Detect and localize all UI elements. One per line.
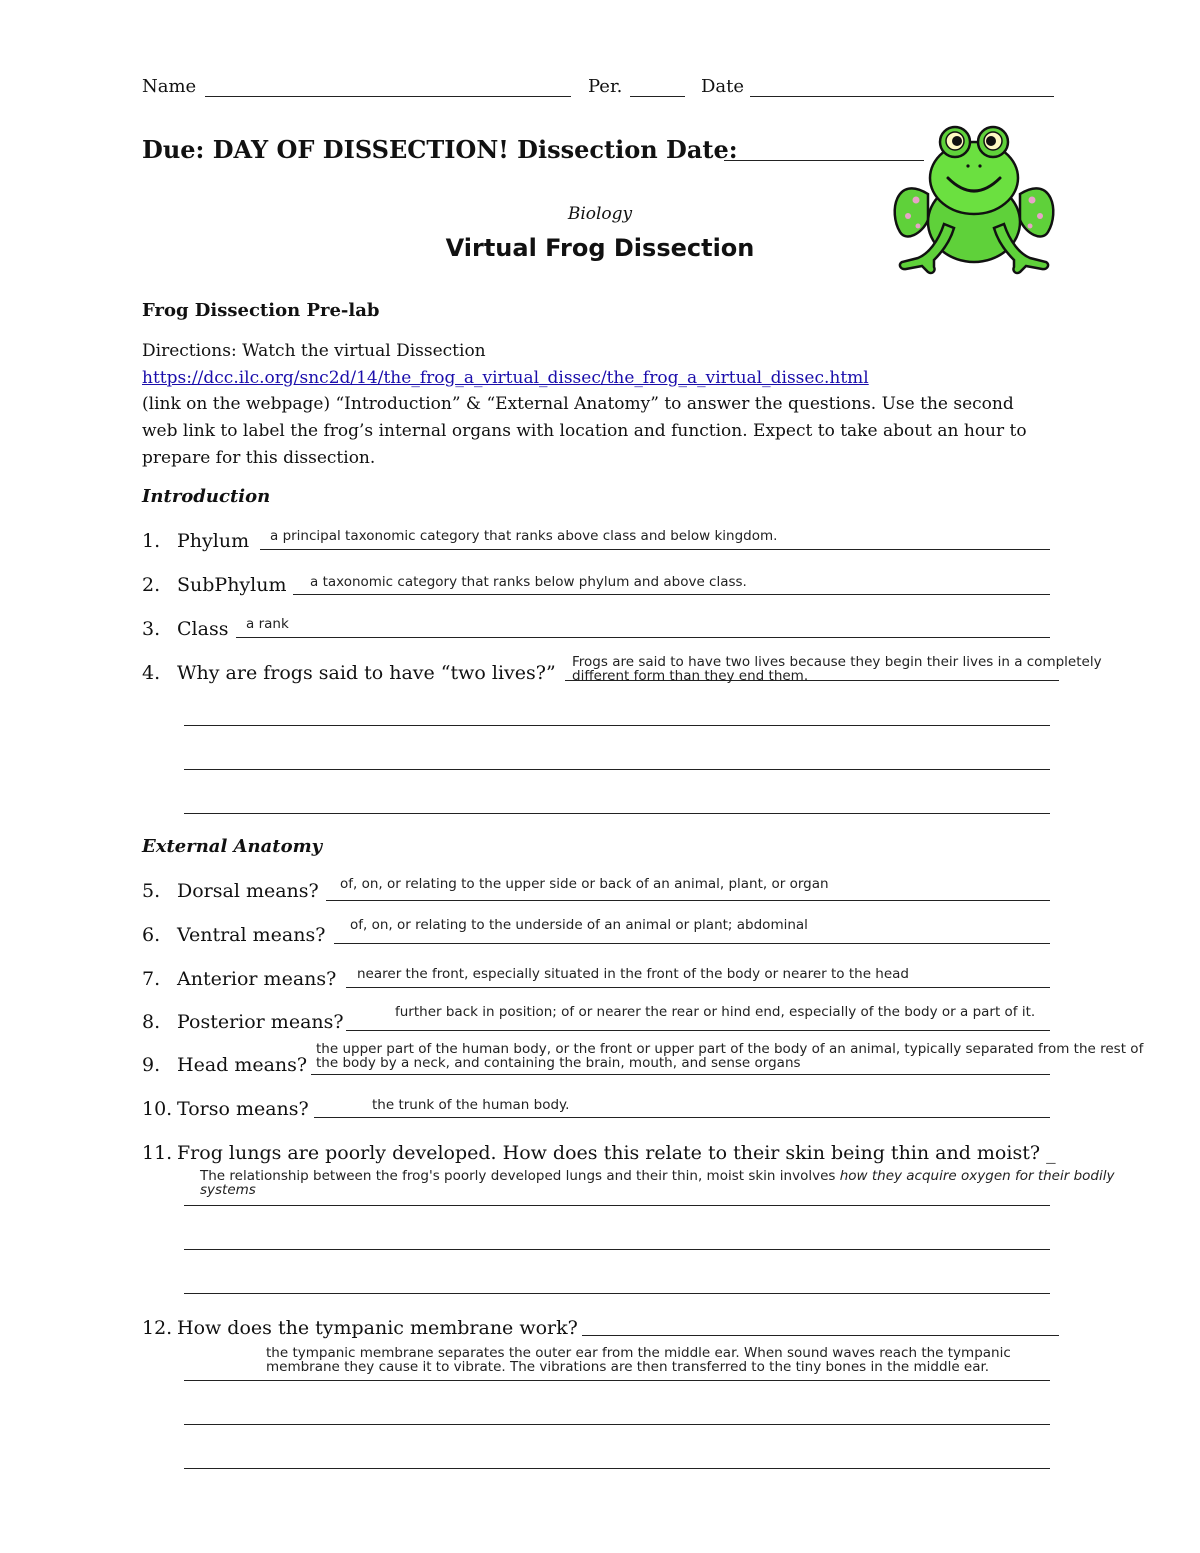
question-text: Head means? xyxy=(177,1054,308,1076)
answer-line[interactable] xyxy=(184,813,1050,814)
due-heading: Due: DAY OF DISSECTION! Dissection Date: xyxy=(142,135,738,164)
answer-line-1: the upper part of the human body, or the front or upper part of the body of an animal, typically separated from the rest of xyxy=(316,1041,1144,1057)
answer-line-1: the tympanic membrane separates the outer ear from the middle ear. When sound waves reach the tympanic xyxy=(266,1345,1011,1361)
answer-line xyxy=(326,900,1050,901)
answer-line-2: systems xyxy=(200,1182,256,1198)
question-number: 1. xyxy=(142,530,161,552)
name-label: Name xyxy=(142,76,197,97)
question-text: How does the tympanic membrane work? xyxy=(177,1317,578,1339)
answer-line xyxy=(582,1335,1059,1336)
answer-text[interactable]: of, on, or relating to the upper side or back of an animal, plant, or organ xyxy=(340,876,829,892)
dissection-link[interactable]: https://dcc.ilc.org/snc2d/14/the_frog_a_virtual_dissec/the_frog_a_virtual_dissec.html xyxy=(142,368,869,388)
introduction-heading: Introduction xyxy=(142,486,271,507)
answer-text[interactable]: a principal taxonomic category that ranks above class and below kingdom. xyxy=(270,528,778,544)
date-label: Date xyxy=(701,76,745,97)
external-anatomy-heading: External Anatomy xyxy=(142,836,323,857)
answer-line[interactable] xyxy=(184,1468,1050,1469)
directions-text: web link to label the frog’s internal organs with location and function. Expect to take about an hour to xyxy=(142,421,1027,441)
question-number: 3. xyxy=(142,618,161,640)
answer-text[interactable]: the trunk of the human body. xyxy=(372,1097,570,1113)
answer-line[interactable] xyxy=(184,725,1050,726)
question-number: 8. xyxy=(142,1011,161,1033)
answer-text[interactable]: a taxonomic category that ranks below phylum and above class. xyxy=(310,574,747,590)
answer-line[interactable] xyxy=(184,1424,1050,1425)
answer-line xyxy=(236,637,1050,638)
question-text: Why are frogs said to have “two lives?” xyxy=(177,662,556,684)
answer-plain: The relationship between the frog's poorly developed lungs and their thin, moist skin involves xyxy=(200,1168,840,1184)
prelab-heading: Frog Dissection Pre-lab xyxy=(142,300,380,321)
answer-text[interactable]: a rank xyxy=(246,616,289,632)
answer-text[interactable]: of, on, or relating to the underside of an animal or plant; abdominal xyxy=(350,917,808,933)
answer-line-2: the body by a neck, and containing the brain, mouth, and sense organs xyxy=(316,1055,801,1071)
answer-line-1 xyxy=(200,1169,1190,1183)
date-field[interactable] xyxy=(750,96,1054,97)
question-number: 11. xyxy=(142,1142,173,1164)
answer-text[interactable] xyxy=(316,1042,1196,1070)
page-title: Virtual Frog Dissection xyxy=(445,234,755,262)
question-text: Phylum xyxy=(177,530,250,552)
answer-line xyxy=(184,1380,1050,1381)
directions-text: prepare for this dissection. xyxy=(142,448,376,468)
question-number: 2. xyxy=(142,574,161,596)
question-number: 6. xyxy=(142,924,161,946)
question-text: Anterior means? xyxy=(177,968,337,990)
per-label: Per. xyxy=(588,76,623,97)
answer-line xyxy=(346,987,1050,988)
question-text: Frog lungs are poorly developed. How does this relate to their skin being thin and moist? _ xyxy=(177,1142,1056,1164)
answer-text[interactable]: further back in position; of or nearer the rear or hind end, especially of the body or a part of it. xyxy=(395,1004,1036,1020)
directions-text: Directions: Watch the virtual Dissection xyxy=(142,341,486,361)
question-number: 12. xyxy=(142,1317,173,1339)
question-text: Class xyxy=(177,618,229,640)
question-text: Torso means? xyxy=(177,1098,309,1120)
name-field[interactable] xyxy=(205,96,571,97)
answer-line xyxy=(334,943,1050,944)
question-number: 9. xyxy=(142,1054,161,1076)
answer-line xyxy=(184,1205,1050,1206)
question-number: 7. xyxy=(142,968,161,990)
answer-line-1: Frogs are said to have two lives because they begin their lives in a completely xyxy=(572,654,1102,670)
answer-line xyxy=(293,594,1050,595)
question-number: 4. xyxy=(142,662,161,684)
answer-line-2: membrane they cause it to vibrate. The vibrations are then transferred to the tiny bones in the middle ear. xyxy=(266,1359,990,1375)
question-text: Dorsal means? xyxy=(177,880,319,902)
answer-line xyxy=(314,1117,1050,1118)
answer-line xyxy=(260,549,1050,550)
answer-line[interactable] xyxy=(184,1249,1050,1250)
question-text: Ventral means? xyxy=(177,924,326,946)
directions-text: (link on the webpage) “Introduction” & “External Anatomy” to answer the questions. Use the second xyxy=(142,394,1014,414)
answer-italic: how they acquire oxygen for their bodily xyxy=(839,1168,1115,1184)
answer-line[interactable] xyxy=(184,1293,1050,1294)
question-text: SubPhylum xyxy=(177,574,287,596)
answer-line xyxy=(311,1074,1050,1075)
answer-text[interactable] xyxy=(200,1169,1190,1197)
answer-line xyxy=(565,680,1059,681)
answer-text[interactable] xyxy=(572,655,1172,683)
answer-line-2: different form than they end them. xyxy=(572,668,809,684)
answer-text[interactable]: nearer the front, especially situated in the front of the body or nearer to the head xyxy=(357,966,909,982)
subject-label: Biology xyxy=(567,204,633,224)
period-field[interactable] xyxy=(630,96,685,97)
answer-text[interactable] xyxy=(266,1346,1166,1374)
question-number: 5. xyxy=(142,880,161,902)
question-number: 10. xyxy=(142,1098,173,1120)
question-text: Posterior means? xyxy=(177,1011,344,1033)
answer-line[interactable] xyxy=(184,769,1050,770)
answer-line xyxy=(346,1030,1050,1031)
